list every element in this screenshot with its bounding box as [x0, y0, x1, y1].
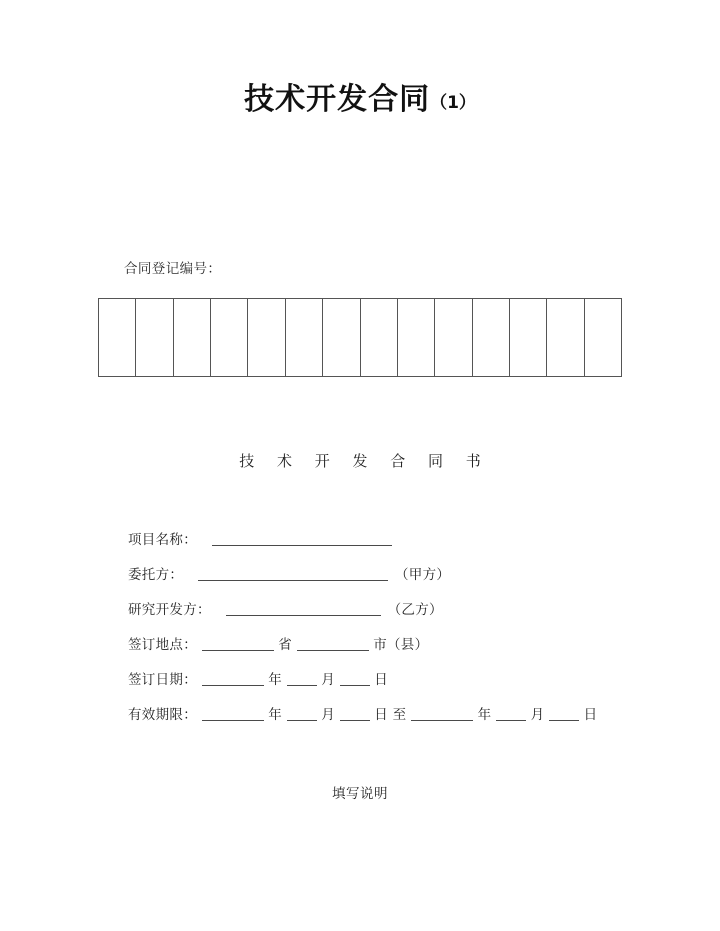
valid-period-end-month-input[interactable]: [496, 706, 526, 721]
sign-place-province-unit: 省: [278, 637, 292, 653]
field-row-valid-period: [128, 703, 648, 738]
registration-cell[interactable]: [435, 299, 472, 376]
valid-period-start-day-unit: 日: [374, 707, 388, 723]
sign-date-day-unit: 日: [374, 672, 388, 688]
document-subtitle: 技 术 开 发 合 同 书: [239, 452, 490, 470]
valid-period-connector: 至: [392, 707, 407, 723]
registration-cell[interactable]: [174, 299, 211, 376]
developer-input[interactable]: [226, 601, 381, 616]
filling-instructions-heading: 填写说明: [332, 786, 388, 802]
registration-cell[interactable]: [323, 299, 360, 376]
registration-cell[interactable]: [361, 299, 398, 376]
valid-period-end-day-input[interactable]: [549, 706, 579, 721]
developer-party-suffix: （乙方）: [387, 602, 443, 618]
valid-period-end-year-unit: 年: [477, 707, 492, 723]
valid-period-start-month-unit: 月: [321, 707, 335, 723]
page-title-suffix: （1）: [430, 93, 476, 113]
registration-cell[interactable]: [211, 299, 248, 376]
sign-date-month-unit: 月: [321, 672, 335, 688]
project-name-input[interactable]: [212, 531, 392, 546]
sign-place-city-unit: 市（县）: [373, 637, 429, 653]
field-row-client: [128, 563, 648, 598]
field-row-project-name: [128, 528, 648, 563]
registration-number-grid[interactable]: [98, 298, 622, 377]
contract-header-form: [128, 528, 648, 738]
sign-date-label: 签订日期：: [128, 672, 197, 688]
field-row-developer: [128, 598, 648, 633]
registration-cell[interactable]: [547, 299, 584, 376]
registration-cell[interactable]: [510, 299, 547, 376]
client-input[interactable]: [198, 566, 388, 581]
valid-period-end-day-unit: 日: [583, 707, 598, 723]
sign-place-city-input[interactable]: [297, 636, 369, 651]
project-name-label: 项目名称：: [128, 532, 197, 548]
registration-cell[interactable]: [136, 299, 173, 376]
valid-period-label: 有效期限：: [128, 707, 197, 723]
registration-number-label: 合同登记编号：: [124, 261, 222, 277]
sign-place-province-input[interactable]: [202, 636, 274, 651]
sign-date-year-unit: 年: [268, 672, 282, 688]
valid-period-start-month-input[interactable]: [287, 706, 317, 721]
sign-place-label: 签订地点：: [128, 637, 197, 653]
page-title-text: 技术开发合同: [244, 82, 431, 117]
developer-label: 研究开发方：: [128, 602, 211, 618]
valid-period-start-day-input[interactable]: [340, 706, 370, 721]
field-row-sign-place: [128, 633, 648, 668]
sign-date-day-input[interactable]: [340, 671, 370, 686]
registration-cell[interactable]: [473, 299, 510, 376]
valid-period-end-year-input[interactable]: [411, 706, 473, 721]
registration-cell[interactable]: [99, 299, 136, 376]
sign-date-year-input[interactable]: [202, 671, 264, 686]
registration-cell[interactable]: [585, 299, 621, 376]
valid-period-start-year-input[interactable]: [202, 706, 264, 721]
field-row-sign-date: [128, 668, 648, 703]
registration-cell[interactable]: [286, 299, 323, 376]
valid-period-start-year-unit: 年: [268, 707, 282, 723]
client-label: 委托方：: [128, 567, 184, 583]
registration-cell[interactable]: [398, 299, 435, 376]
sign-date-month-input[interactable]: [287, 671, 317, 686]
valid-period-end-month-unit: 月: [530, 707, 545, 723]
page-title: [0, 74, 720, 118]
registration-cell[interactable]: [248, 299, 285, 376]
client-party-suffix: （甲方）: [394, 567, 451, 583]
